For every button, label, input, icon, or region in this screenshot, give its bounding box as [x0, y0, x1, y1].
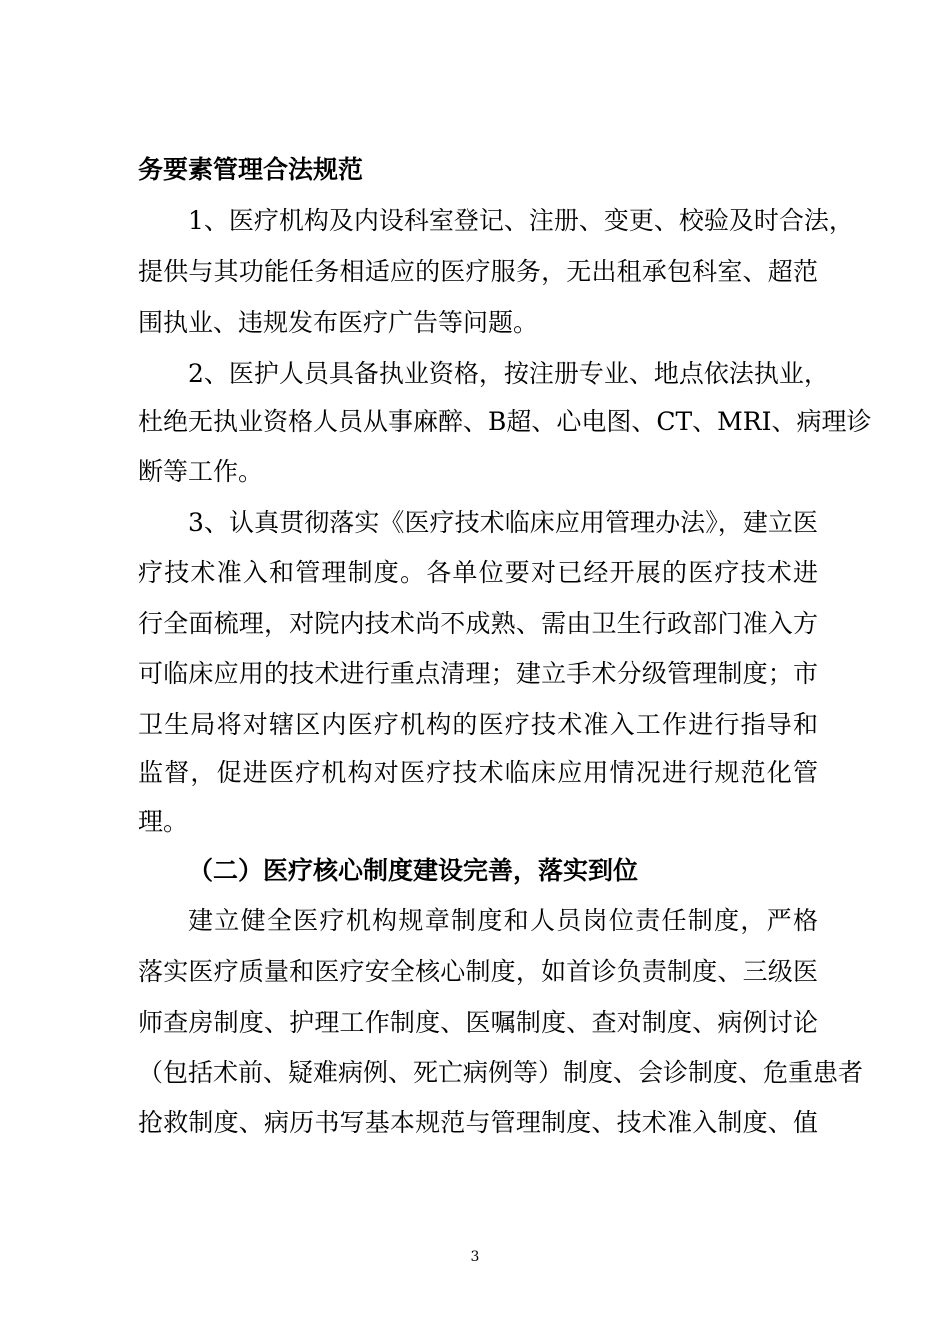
item3-line7: 理。: [138, 807, 189, 836]
item3-line6: 监督，促进医疗机构对医疗技术临床应用情况进行规范化管: [138, 758, 818, 787]
section2-line2: 落实医疗质量和医疗安全核心制度，如首诊负责制度、三级医: [138, 957, 818, 986]
item2-line3: 断等工作。: [138, 457, 264, 486]
section-heading-continuation: 务要素管理合法规范: [138, 155, 364, 184]
item3-line5: 卫生局将对辖区内医疗机构的医疗技术准入工作进行指导和: [138, 710, 818, 739]
item3-line4: 可临床应用的技术进行重点清理；建立手术分级管理制度；市: [138, 659, 818, 688]
item2-line1: 2、医护人员具备执业资格，按注册专业、地点依法执业，: [188, 359, 829, 388]
item3-line3: 行全面梳理，对院内技术尚不成熟、需由卫生行政部门准入方: [138, 609, 818, 638]
item1-line1: 1、医疗机构及内设科室登记、注册、变更、校验及时合法，: [188, 206, 854, 235]
page-number: 3: [470, 1249, 480, 1265]
section2-line5: 抢救制度、病历书写基本规范与管理制度、技术准入制度、值: [138, 1108, 818, 1137]
item1-line2: 提供与其功能任务相适应的医疗服务，无出租承包科室、超范: [138, 257, 818, 286]
section2-line4: （包括术前、疑难病例、死亡病例等）制度、会诊制度、危重患者: [138, 1058, 864, 1087]
item1-line3: 围执业、违规发布医疗广告等问题。: [138, 308, 539, 337]
item3-line1: 3、认真贯彻落实《医疗技术临床应用管理办法》，建立医: [188, 508, 818, 537]
section2-line1: 建立健全医疗机构规章制度和人员岗位责任制度，严格: [188, 906, 818, 935]
item2-line2: 杜绝无执业资格人员从事麻醉、B超、心电图、CT、MRI、病理诊: [138, 407, 872, 436]
section2-line3: 师查房制度、护理工作制度、医嘱制度、查对制度、病例讨论: [138, 1008, 818, 1037]
item3-line2: 疗技术准入和管理制度。各单位要对已经开展的医疗技术进: [138, 558, 818, 587]
section2-heading: （二）医疗核心制度建设完善，落实到位: [188, 856, 639, 885]
